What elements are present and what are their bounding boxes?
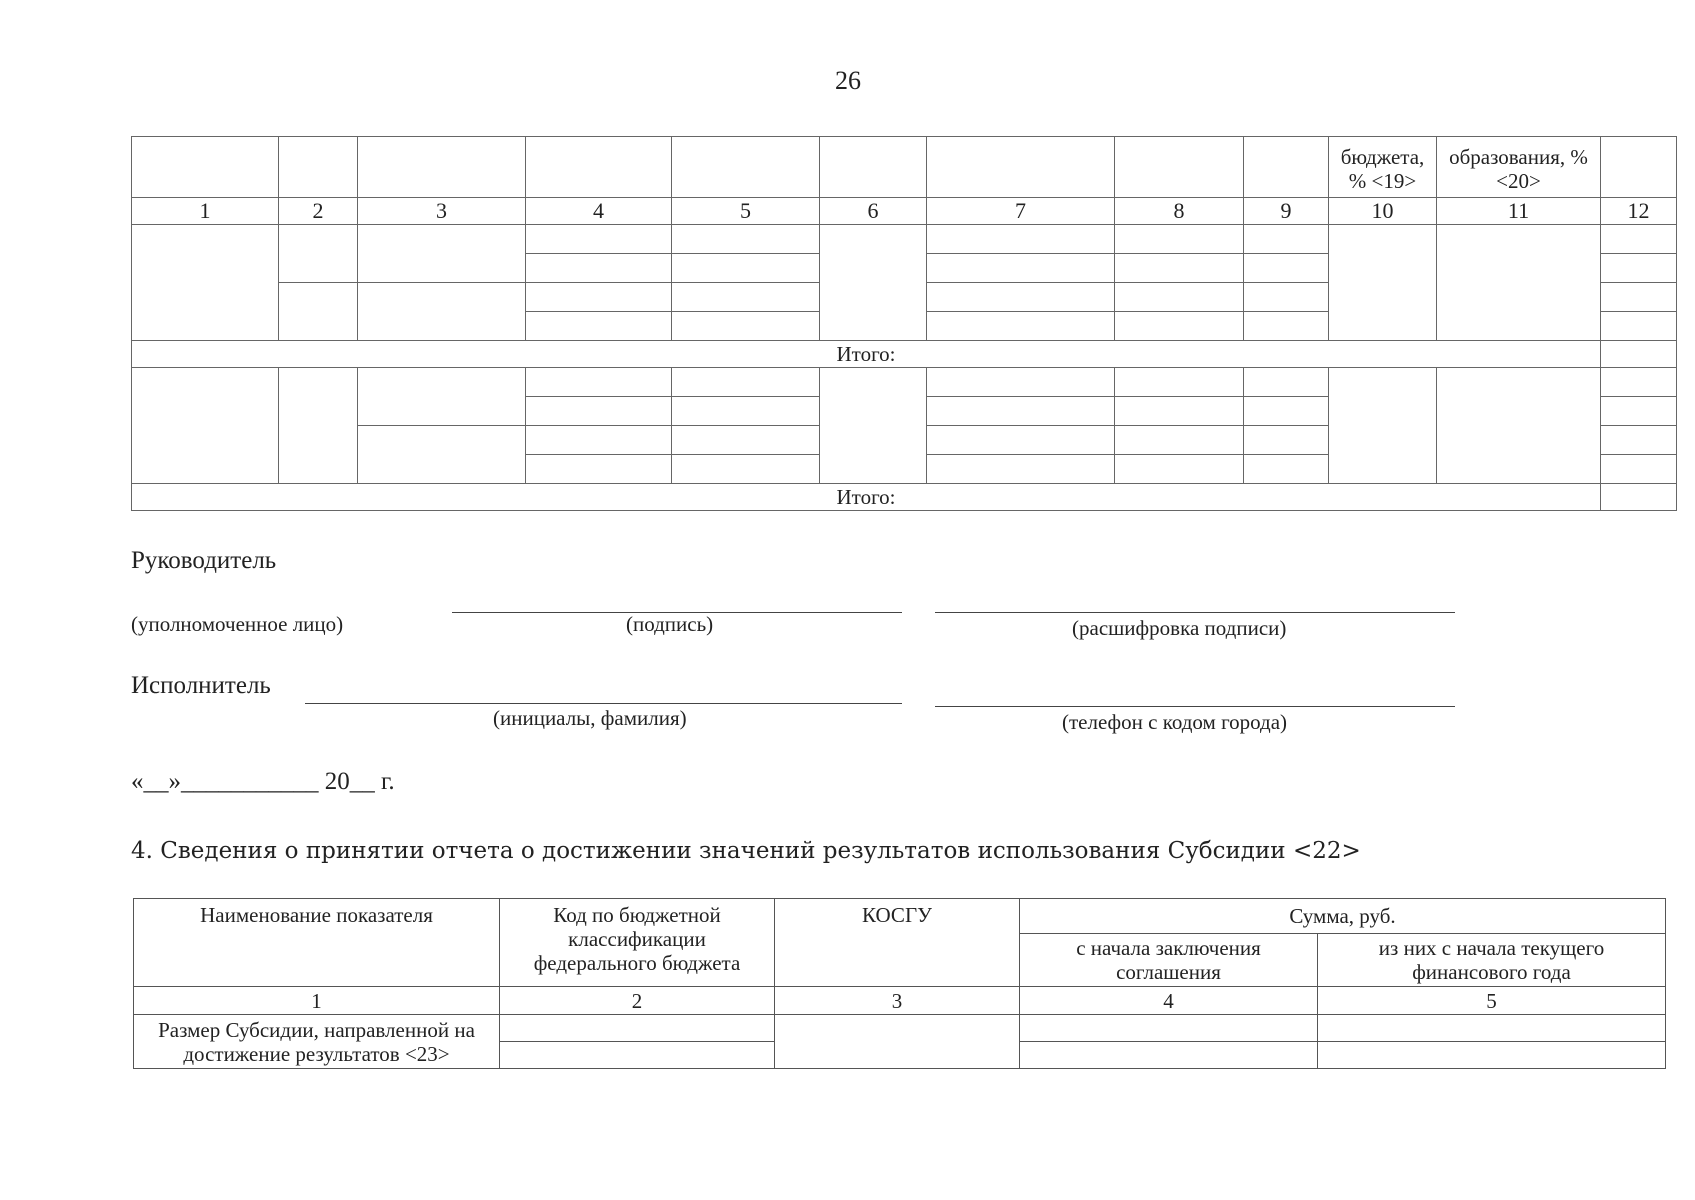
table-cell [927, 225, 1115, 254]
column-number: 1 [134, 987, 500, 1015]
table-cell [1115, 368, 1244, 397]
executor-line [305, 703, 902, 704]
table-cell [1437, 368, 1601, 484]
table-cell [279, 283, 358, 341]
table-cell [1244, 283, 1329, 312]
table-cell [279, 368, 358, 484]
table-cell [526, 312, 672, 341]
column-number: 5 [1318, 987, 1666, 1015]
table-cell [526, 397, 672, 426]
table-cell [1601, 368, 1677, 397]
column-number: 4 [1020, 987, 1318, 1015]
table-cell [672, 254, 820, 283]
table-cell [1244, 225, 1329, 254]
table-cell [358, 368, 526, 426]
table-cell [672, 368, 820, 397]
table-cell [1601, 312, 1677, 341]
header-cell [279, 137, 358, 198]
column-number: 2 [500, 987, 775, 1015]
table-row [132, 225, 1677, 254]
header-since-agreement: с начала заключения соглашения [1020, 934, 1318, 987]
column-number: 3 [775, 987, 1020, 1015]
table-cell [672, 283, 820, 312]
table-cell [1115, 455, 1244, 484]
signature-caption: (подпись) [626, 612, 714, 636]
table-header-row [132, 137, 1677, 198]
column-number: 7 [927, 198, 1115, 225]
header-cell-education-percent: образования, % <20> [1437, 137, 1601, 198]
table-cell [1601, 484, 1677, 511]
table-cell [672, 225, 820, 254]
page-number: 26 [835, 66, 861, 95]
column-number-row [132, 198, 1677, 225]
table-cell [672, 397, 820, 426]
table-row [132, 368, 1677, 397]
table-cell [132, 368, 279, 484]
header-cell [1244, 137, 1329, 198]
table-cell [927, 397, 1115, 426]
table-cell [1115, 283, 1244, 312]
acceptance-table [133, 898, 1666, 1069]
phone-line [935, 706, 1455, 707]
total-label: Итого: [132, 484, 1601, 511]
column-number: 1 [132, 198, 279, 225]
executor-label: Исполнитель [131, 672, 271, 699]
table-cell [1115, 254, 1244, 283]
table-cell [1329, 368, 1437, 484]
total-row [132, 484, 1677, 511]
table-cell [1244, 312, 1329, 341]
table-cell [1020, 1015, 1318, 1042]
table-cell [132, 225, 279, 341]
table-cell [526, 283, 672, 312]
table-cell [526, 426, 672, 455]
header-cell [132, 137, 279, 198]
table-cell [1601, 341, 1677, 368]
table-cell [526, 254, 672, 283]
column-number: 5 [672, 198, 820, 225]
table-cell [1437, 225, 1601, 341]
table-cell [927, 283, 1115, 312]
date-line: «__»___________ 20__ г. [131, 768, 395, 795]
table-cell [927, 312, 1115, 341]
table-cell [526, 455, 672, 484]
column-number: 10 [1329, 198, 1437, 225]
table-cell [927, 368, 1115, 397]
total-label: Итого: [132, 341, 1601, 368]
column-number: 4 [526, 198, 672, 225]
table-cell [820, 368, 927, 484]
table-cell [1318, 1015, 1666, 1042]
signature-decode-line [935, 612, 1455, 613]
table-cell [526, 368, 672, 397]
table-cell [1115, 312, 1244, 341]
header-cell [1601, 137, 1677, 198]
head-label: Руководитель [131, 547, 277, 574]
table-cell [358, 225, 526, 283]
table-cell [500, 1042, 775, 1069]
initials-caption: (инициалы, фамилия) [493, 706, 687, 730]
table-cell [820, 225, 927, 341]
table-cell [1115, 397, 1244, 426]
table-cell [1244, 254, 1329, 283]
column-number: 8 [1115, 198, 1244, 225]
results-table-continued [131, 136, 1677, 511]
table-cell [1601, 283, 1677, 312]
header-cell [672, 137, 820, 198]
signature-decode-caption: (расшифровка подписи) [1072, 616, 1287, 640]
column-number: 3 [358, 198, 526, 225]
column-number: 11 [1437, 198, 1601, 225]
table-cell [1115, 225, 1244, 254]
table-cell [1601, 225, 1677, 254]
table-cell [358, 283, 526, 341]
header-cell [820, 137, 927, 198]
header-cell-budget-percent: бюджета, % <19> [1329, 137, 1437, 198]
table-cell [1244, 368, 1329, 397]
table-cell [279, 225, 358, 283]
subsidy-size-label: Размер Субсидии, направленной на достижение результатов <23> [134, 1015, 500, 1069]
header-cell [358, 137, 526, 198]
header-indicator-name: Наименование показателя [134, 899, 500, 987]
column-number: 2 [279, 198, 358, 225]
table-cell [526, 225, 672, 254]
table-row [134, 1015, 1666, 1042]
column-number-row [134, 987, 1666, 1015]
table-cell [1115, 426, 1244, 455]
table-cell [1601, 455, 1677, 484]
column-number: 9 [1244, 198, 1329, 225]
header-cell [1115, 137, 1244, 198]
table-cell [775, 1015, 1020, 1069]
column-number: 12 [1601, 198, 1677, 225]
table-cell [1020, 1042, 1318, 1069]
table-cell [1244, 426, 1329, 455]
table-cell [927, 254, 1115, 283]
table-cell [1601, 426, 1677, 455]
table-cell [927, 426, 1115, 455]
table-cell [672, 312, 820, 341]
table-cell [927, 455, 1115, 484]
authorized-person-caption: (уполномоченное лицо) [131, 612, 344, 636]
table-cell [1601, 397, 1677, 426]
table-cell [500, 1015, 775, 1042]
table-header-row [134, 899, 1666, 934]
section-title: 4. Сведения о принятии отчета о достижении значений результатов использования Субсидии <22> [131, 838, 1361, 864]
table-cell [1601, 254, 1677, 283]
phone-caption: (телефон с кодом города) [1062, 710, 1288, 734]
header-sum: Сумма, руб. [1020, 899, 1666, 934]
table-cell [1318, 1042, 1666, 1069]
header-cell [526, 137, 672, 198]
header-kosgu: КОСГУ [775, 899, 1020, 987]
total-row [132, 341, 1677, 368]
table-cell [358, 426, 526, 484]
header-since-current-year: из них с начала текущего финансового года [1318, 934, 1666, 987]
column-number: 6 [820, 198, 927, 225]
table-cell [1244, 455, 1329, 484]
table-cell [672, 455, 820, 484]
table-cell [1244, 397, 1329, 426]
table-cell [1329, 225, 1437, 341]
header-budget-code: Код по бюджетной классификации федерального бюджета [500, 899, 775, 987]
table-cell [672, 426, 820, 455]
header-cell [927, 137, 1115, 198]
